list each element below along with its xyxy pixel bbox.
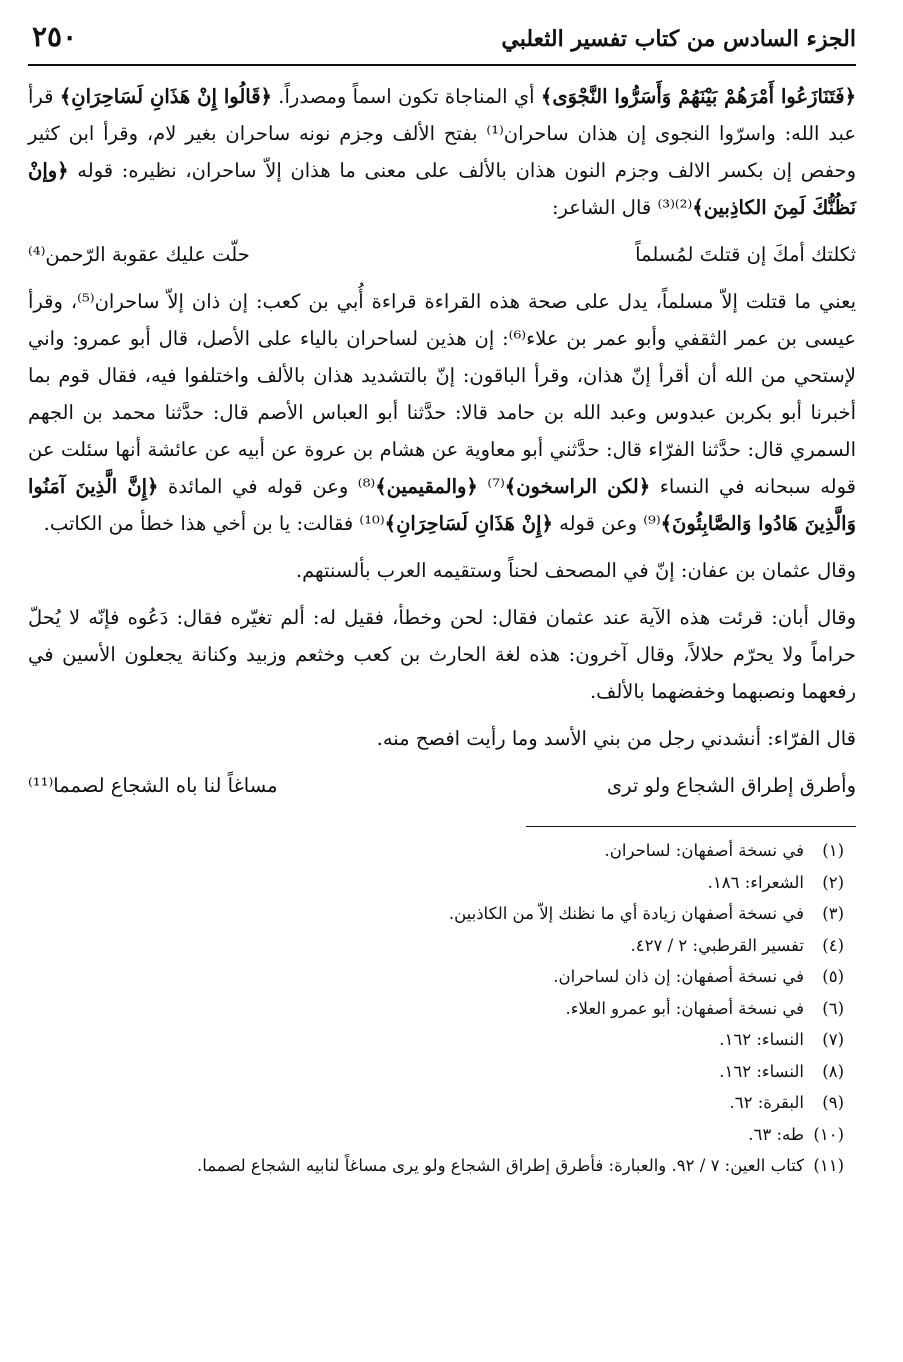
footnote xyxy=(28,930,844,962)
text-run: يعني ما قتلت إلاّ مسلماً، يدل على صحة هذه القراءة قراءة أُبي بن كعب: إن ذان إلاّ ساحران⁽⁵⁾، وقرأ عيسى بن عمر الثقفي وأبو عمر بن علاء⁽⁶⁾: إن هذين لساحران بالياء على الأصل، قال أبو عمرو: واني لإستحي من الله أن أقرأ إنّ هذان، وقرأ الباقون: إنّ بالتشديد هذان بالألف واختلفوا فيه، فقال قوم بما أخبرنا أبو بكربن عبدوس وعبد الله بن حامد قالا: حدَّثنا أبو العباس الأصم قال: حدَّثنا محمد بن الجهم السمري قال: حدَّثنا الفرّاء قال: حدَّثني أبو معاوية عن هشام بن عروة عن أبيه عن عائشة أنها سئلت عن قوله سبحانه في النساء xyxy=(28,290,856,498)
footnote-number: (٧) xyxy=(822,1030,844,1049)
text-run: ⁽⁸⁾ وعن قوله في المائدة xyxy=(158,475,376,498)
footnote-number: (١) xyxy=(822,841,844,860)
quran-verse: ﴿لكن الراسخون﴾ xyxy=(504,475,651,498)
poem-hemistich-first: ثكلتك أمكَ إن قتلتَ لمُسلماً xyxy=(635,243,856,266)
footnote-divider xyxy=(526,826,856,827)
paragraph-5: قال الفرّاء: أنشدني رجل من بني الأسد وما رأيت افصح منه. xyxy=(376,727,856,750)
quran-verse: ﴿فَتَنَازَعُوا أَمْرَهُمْ بَيْنَهُمْ وَأَسَرُّوا النَّجْوَى﴾ xyxy=(540,85,856,108)
quran-verse: ﴿وإنْ نَظُنُّكَ لَمِنَ الكاذِبين﴾ xyxy=(28,159,856,219)
footnote xyxy=(28,961,844,993)
footnote-text: في نسخة أصفهان زيادة أي ما نظنك إلاّ من الكاذبين. xyxy=(448,904,804,923)
text-run: قرأ عبد الله: واسرّوا النجوى إن هذان ساحران⁽¹⁾ بفتح الألف وجزم نونه ساحران بغير لام، وقرأ ابن كثير وحفص إن بكسر الالف وجزم النون هذان بالألف على معنى ما هذان إلاّ ساحران، نظيره: قوله xyxy=(28,85,856,182)
text-run: ⁽²⁾⁽³⁾ قال الشاعر: xyxy=(551,196,693,219)
footnote xyxy=(28,835,844,867)
footnote-text: الشعراء: ١٨٦. xyxy=(707,872,804,892)
footnote-text: النساء: ١٦٢. xyxy=(719,1061,804,1081)
text-run: ⁽⁹⁾ وعن قوله xyxy=(552,512,661,535)
main-text xyxy=(28,78,856,804)
quran-verse: ﴿والمقيمين﴾ xyxy=(375,475,478,498)
footnote-text: في نسخة أصفهان: أبو عمرو العلاء. xyxy=(565,998,804,1018)
footnote xyxy=(28,993,844,1025)
footnote xyxy=(28,898,844,930)
footnote-number: (٣) xyxy=(822,904,844,923)
footnote-text: النساء: ١٦٢. xyxy=(719,1030,804,1049)
poem-line-2 xyxy=(28,767,856,804)
footnote-number: (١٠) xyxy=(813,1124,844,1144)
footnote xyxy=(28,1119,844,1151)
footnote-number: (٩) xyxy=(822,1093,844,1112)
poem-hemistich-second: حلّت عليك عقوبة الرّحمن⁽⁴⁾ xyxy=(28,243,250,266)
footnotes-list xyxy=(28,835,856,1182)
footnote xyxy=(28,1024,844,1056)
poem-line-1 xyxy=(28,236,856,273)
footnote-number: (٦) xyxy=(822,998,844,1018)
page-number: ٢٥٠ xyxy=(32,20,78,53)
footnote xyxy=(28,1150,844,1182)
quran-verse: ﴿إِنَّ الَّذِينَ آمَنُوا وَالَّذِينَ هَادُوا وَالصَّابِئُونَ﴾ xyxy=(28,475,856,535)
footnote-number: (١١) xyxy=(813,1156,844,1175)
book-page xyxy=(28,18,856,1348)
paragraph-3: وقال عثمان بن عفان: إنّ في المصحف لحناً وستقيمه العرب بألسنتهم. xyxy=(295,559,856,582)
paragraph-1 xyxy=(28,78,856,226)
footnote-text: البقرة: ٦٢. xyxy=(729,1093,804,1112)
paragraph-2 xyxy=(28,283,856,542)
text-run: ⁽⁷⁾ xyxy=(477,475,505,498)
footnote-text: تفسير القرطبي: ٢ / ٤٢٧. xyxy=(630,935,804,955)
quran-verse: ﴿إِنْ هَذَانِ لَسَاحِرَانِ﴾ xyxy=(384,512,553,535)
footnote-number: (٨) xyxy=(822,1061,844,1081)
footnote xyxy=(28,1087,844,1119)
text-run: أي المناجاة تكون اسماً ومصدراً. xyxy=(271,85,541,108)
footnote-text: في نسخة أصفهان: لساحران. xyxy=(604,841,804,860)
paragraph-4: وقال أبان: قرئت هذه الآية عند عثمان فقال: لحن وخطأ، فقيل له: ألم تغيّره فقال: دَعُوه فإنّه لا يُحلّ حراماً ولا يحرّم حلالاً، وقال آخرون: هذه لغة الحارث بن كعب وخثعم وزبيد وكنانة يجعلون الأسين في رفعهما ونصبهما وخفضهما بالألف. xyxy=(28,606,856,703)
footnote-text: في نسخة أصفهان: إن ذان لساحران. xyxy=(553,967,804,986)
page-header xyxy=(28,18,856,66)
text-run: ⁽¹⁰⁾ فقالت: يا بن أخي هذا خطأ من الكاتب. xyxy=(43,512,385,535)
footnote-number: (٢) xyxy=(822,872,844,892)
quran-verse: ﴿قَالُوا إِنْ هَذَانِ لَسَاحِرَانِ﴾ xyxy=(59,85,272,108)
footnote-text: كتاب العين: ٧ / ٩٢. والعبارة: فأطرق إطراق الشجاع ولو يرى مساغاً لنابيه الشجاع لصمما. xyxy=(196,1156,804,1175)
footnote-text: طه: ٦٣. xyxy=(748,1124,804,1144)
running-title: الجزء السادس من كتاب تفسير الثعلبي xyxy=(501,26,856,52)
poem-hemistich-first: وأطرق إطراق الشجاع ولو ترى xyxy=(606,774,856,797)
poem-hemistich-second: مساغاً لنا باه الشجاع لصمما⁽¹¹⁾ xyxy=(28,774,278,797)
footnote-number: (٤) xyxy=(822,935,844,955)
footnote xyxy=(28,1056,844,1088)
footnote xyxy=(28,867,844,899)
footnote-number: (٥) xyxy=(822,967,844,986)
